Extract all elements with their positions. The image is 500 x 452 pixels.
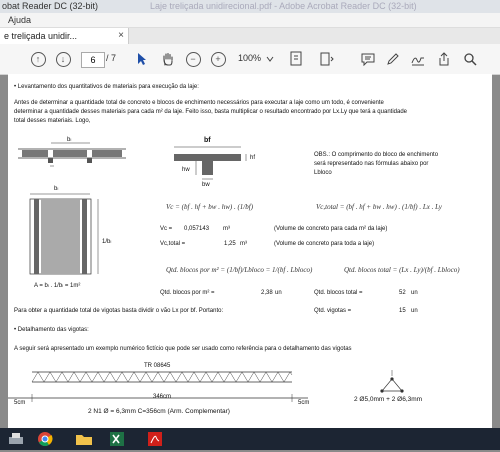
comment-icon xyxy=(361,52,375,66)
toolbar xyxy=(0,44,500,75)
paragraph-line-3: total desses materiais. Logo, xyxy=(14,118,91,124)
menu-help[interactable]: Ajuda xyxy=(8,15,32,25)
chrome-taskbar-button[interactable] xyxy=(36,431,58,447)
area-formula: A = bₗ . 1/bₗ = 1m² xyxy=(34,283,81,289)
formula-vc-total: Vc,total = (bf . hf + bw . hw) . (1/bf) . Lx . Ly xyxy=(316,203,442,211)
vc-label: Vc = xyxy=(160,226,173,232)
vigotas-label: Qtd. vigotas = xyxy=(314,308,352,314)
explorer-taskbar-button[interactable] xyxy=(74,431,96,447)
vigotas-value: 15 xyxy=(399,308,406,314)
window-title-faded: Laje treliçada unidirecional.pdf - Adobe Acrobat Reader DC (32-bit) xyxy=(150,1,417,11)
fit-page-icon xyxy=(289,51,303,67)
excel-taskbar-button[interactable] xyxy=(108,431,130,447)
label-bw: bw xyxy=(202,182,210,188)
cursor-arrow-icon xyxy=(137,52,147,66)
label-hw: hw xyxy=(182,167,190,173)
tab-bar xyxy=(0,28,500,44)
minus-icon: − xyxy=(186,52,201,67)
blocks-total-value: 52 xyxy=(399,290,406,296)
label-bl-plan: bₗ xyxy=(54,186,59,192)
taskbar xyxy=(0,428,500,450)
arrow-down-icon: ↓ xyxy=(56,52,71,67)
label-bl-top: bₗ xyxy=(67,137,72,143)
vc-note: (Volume de concreto para cada m² da laje) xyxy=(274,226,388,232)
truss-label: TR 08645 xyxy=(144,363,171,369)
vigotas-unit: un xyxy=(411,308,418,314)
search-icon xyxy=(463,52,477,66)
zoom-dropdown[interactable] xyxy=(265,49,275,69)
share-button[interactable] xyxy=(436,49,452,69)
vc-total-note: (Volume de concreto para toda a laje) xyxy=(274,241,375,247)
obs-line-1: OBS.: O comprimento do bloco de enchimento xyxy=(314,152,439,158)
scroll-mode-button[interactable] xyxy=(318,49,336,69)
dim-left: 5cm xyxy=(14,400,26,406)
blocks-total-label: Qtd. blocos total = xyxy=(314,290,363,296)
document-tab-label: e treliçada unidir... xyxy=(4,31,78,41)
pdf-page xyxy=(8,74,492,428)
signature-icon xyxy=(411,52,425,66)
pen-icon xyxy=(386,52,400,66)
next-page-button[interactable] xyxy=(55,49,71,69)
detalhamento-text: A seguir será apresentado um exemplo numérico fictício que pode ser usado como referência para o detalhamento das vigotas xyxy=(14,346,352,352)
dim-middle: 346cm xyxy=(153,394,172,400)
printer-taskbar-button[interactable] xyxy=(6,431,28,447)
comment-button[interactable] xyxy=(360,49,376,69)
label-1-over-bl: 1/bₗ xyxy=(102,239,112,245)
zoom-in-button[interactable] xyxy=(210,49,226,69)
hand-tool-button[interactable] xyxy=(160,49,176,69)
formula-vc: Vc = (bf . hf + bw . hw) . (1/bf) xyxy=(166,203,254,211)
section-note: 2 Ø5,0mm + 2 Ø6,3mm xyxy=(354,396,423,403)
paragraph-line-2: determinar a quantidade desses materiais para cada m² da laje. Feito isso, basta multiplicar o resultado encontrado por Lx.Ly que terá a quantidade xyxy=(14,109,408,115)
acrobat-taskbar-button[interactable] xyxy=(146,431,168,447)
previous-page-button[interactable] xyxy=(30,49,46,69)
scroll-mode-icon xyxy=(319,51,335,67)
formula-blocks-per-m2: Qtd. blocos por m² = (1/bf)/Lbloco = 1/(bf . Lbloco) xyxy=(166,266,313,274)
dim-right: 5cm xyxy=(298,400,310,406)
highlight-button[interactable] xyxy=(385,49,401,69)
truss-drawing xyxy=(8,370,492,410)
zoom-level[interactable]: 100% xyxy=(238,53,262,63)
zoom-out-button[interactable] xyxy=(185,49,201,69)
vc-total-label: Vc,total = xyxy=(160,241,186,247)
blocks-total-unit: un xyxy=(411,290,418,296)
blocks-per-m2-unit: un xyxy=(275,290,282,296)
title-bar xyxy=(0,0,500,13)
blocks-per-m2-value: 2,38 xyxy=(261,290,273,296)
hand-icon xyxy=(161,52,175,66)
arrow-up-icon: ↑ xyxy=(31,52,46,67)
folder-icon xyxy=(74,431,94,447)
label-bf: bf xyxy=(204,137,211,144)
vc-total-value: 1,25 xyxy=(224,241,236,247)
rebar-note: 2 N1 Ø = 6,3mm C=356cm (Arm. Complementar) xyxy=(88,408,230,415)
document-tab[interactable] xyxy=(0,28,129,44)
vc-unit: m³ xyxy=(223,226,230,232)
paragraph-line-1: Antes de determinar a quantidade total de concreto e blocos de enchimento necessários para executar a laje como um todo, é conveniente xyxy=(14,100,384,106)
fit-page-button[interactable] xyxy=(288,49,304,69)
vigotas-text: Para obter a quantidade total de vigotas basta dividir o vão Lx por bf. Portanto: xyxy=(14,308,224,314)
vc-value: 0,057143 xyxy=(184,226,210,232)
page-total: / 7 xyxy=(106,53,117,63)
obs-line-2: será representado nas fórmulas abaixo por xyxy=(314,161,429,167)
printer-icon xyxy=(6,431,26,447)
close-tab-icon[interactable]: × xyxy=(118,30,124,41)
select-tool-button[interactable] xyxy=(135,49,149,69)
bullet-detalhamento: • Detalhamento das vigotas: xyxy=(14,327,89,333)
vc-total-unit: m³ xyxy=(240,241,247,247)
share-icon xyxy=(437,52,451,66)
formula-blocks-total: Qtd. blocos total = (Lx . Ly)/(bf . Lbloco) xyxy=(344,266,460,274)
plus-icon: + xyxy=(211,52,226,67)
blocks-per-m2-label: Qtd. blocos por m² = xyxy=(160,290,215,296)
chevron-down-icon xyxy=(266,55,274,63)
menu-bar xyxy=(0,13,500,28)
label-hf: hf xyxy=(250,155,256,161)
excel-icon xyxy=(108,431,126,447)
sign-button[interactable] xyxy=(410,49,426,69)
bullet-quantitativos: • Levantamento dos quantitativos de materiais para execução da laje: xyxy=(14,84,199,90)
obs-line-3: Lbloco xyxy=(314,170,332,176)
chrome-icon xyxy=(36,431,54,447)
page-number-input[interactable]: 6 xyxy=(81,52,105,68)
find-button[interactable] xyxy=(462,49,478,69)
acrobat-icon xyxy=(146,431,164,447)
window-title: obat Reader DC (32-bit) xyxy=(2,1,99,11)
